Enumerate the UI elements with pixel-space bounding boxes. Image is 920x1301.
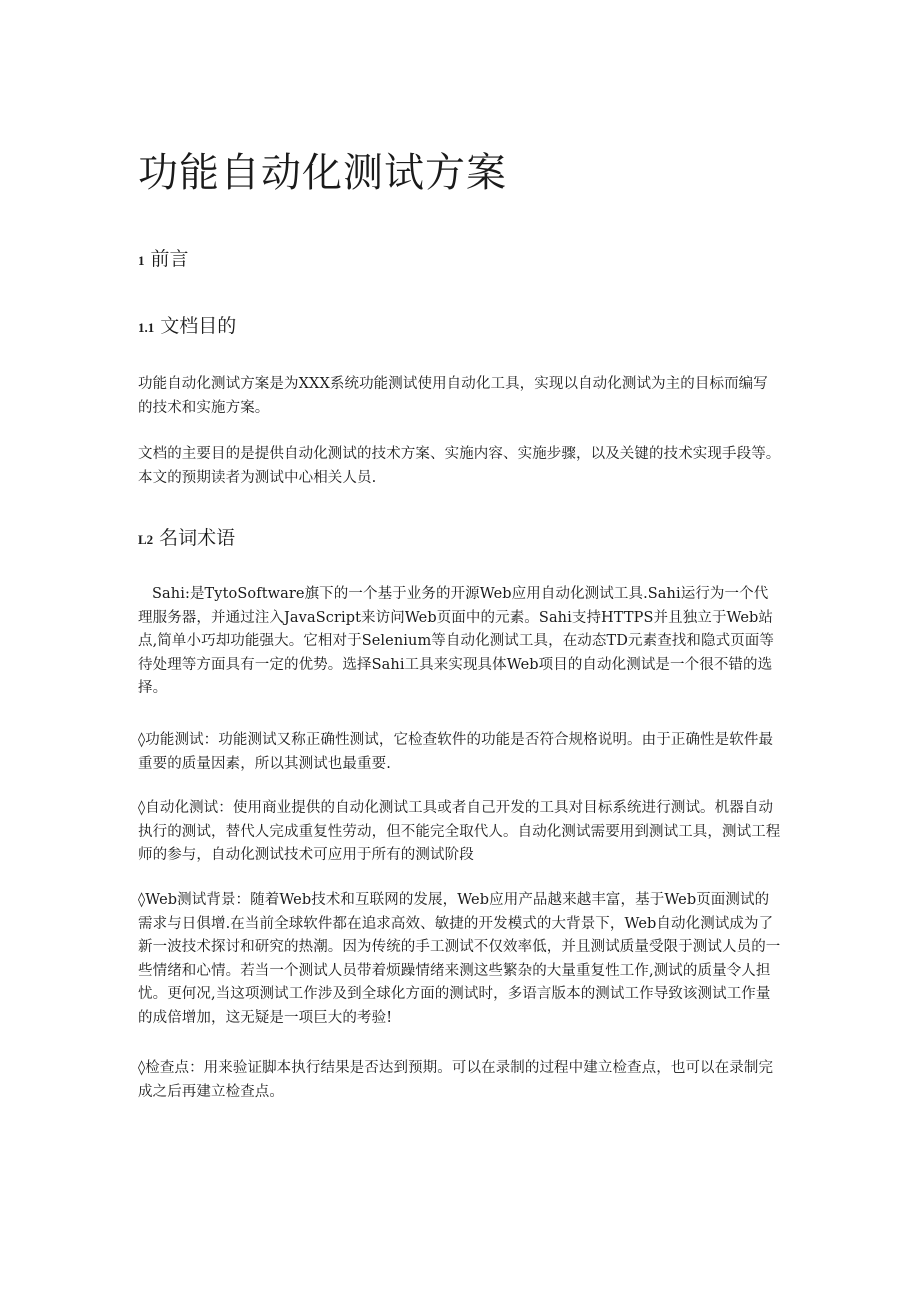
paragraph-purpose-1: 功能自动化测试方案是为XXX系统功能测试使用自动化工具，实现以自动化测试为主的目标而编写的技术和实施方案。: [138, 376, 768, 416]
section-number: 1.1: [138, 320, 155, 335]
section-heading-purpose: [138, 313, 236, 341]
paragraph-term-sahi: Sahi:是TytoSoftware旗下的一个基于业务的开源Web应用自动化测试工具.Sahi运行为一个代理服务器，并通过注入JavaScript来访问Web页面中的元素。Sahi支持HTTPS并且独立于Web站点,简单小巧却功能强大。它相对于Selenium等自动化测试工具，在动态TD元素查找和隐式页面等待处理等方面具有一定的优势。选择Sahi工具来实现具体Web项目的自动化测试是一个很不错的选择。: [138, 586, 774, 696]
paragraph-purpose-2: 文档的主要目的是提供自动化测试的技术方案、实施内容、实施步骤，以及关键的技术实现手段等。本文的预期读者为测试中心相关人员.: [138, 446, 781, 486]
section-heading-preface: [138, 246, 189, 274]
paragraph-term-functional-testing: ◊功能测试：功能测试又称正确性测试，它检查软件的功能是否符合规格说明。由于正确性是软件最重要的质量因素，所以其测试也最重要.: [138, 732, 774, 772]
section-title: 文档目的: [160, 315, 237, 337]
section-title: 前言: [150, 248, 189, 270]
section-number: 1: [138, 253, 145, 268]
paragraph-term-automated-testing: ◊自动化测试：使用商业提供的自动化测试工具或者自己开发的工具对目标系统进行测试。机器自动执行的测试，替代人完成重复性劳动，但不能完全取代人。自动化测试需要用到测试工具，测试工程师的参与，自动化测试技术可应用于所有的测试阶段: [138, 800, 781, 863]
section-heading-terms: [138, 525, 235, 553]
section-title: 名词术语: [159, 527, 236, 549]
section-number: L2: [138, 532, 154, 547]
paragraph-term-checkpoint: ◊检查点：用来验证脚本执行结果是否达到预期。可以在录制的过程中建立检查点，也可以在录制完成之后再建立检查点。: [138, 1060, 774, 1100]
document-title: 功能自动化测试方案: [138, 150, 507, 196]
paragraph-term-web-testing-background: ◊Web测试背景：随着Web技术和互联网的发展，Web应用产品越来越丰富，基于Web页面测试的需求与日俱增.在当前全球软件都在追求高效、敏捷的开发模式的大背景下，Web自动化测试成为了新一波技术探讨和研究的热潮。因为传统的手工测试不仅效率低，并且测试质量受限于测试人员的一些情绪和心情。若当一个测试人员带着烦躁情绪来测这些繁杂的大量重复性工作,测试的质量令人担忧。更何况,当这项测试工作涉及到全球化方面的测试时，多语言版本的测试工作导致该测试工作量的成倍增加，这无疑是一项巨大的考验!: [138, 892, 781, 1026]
